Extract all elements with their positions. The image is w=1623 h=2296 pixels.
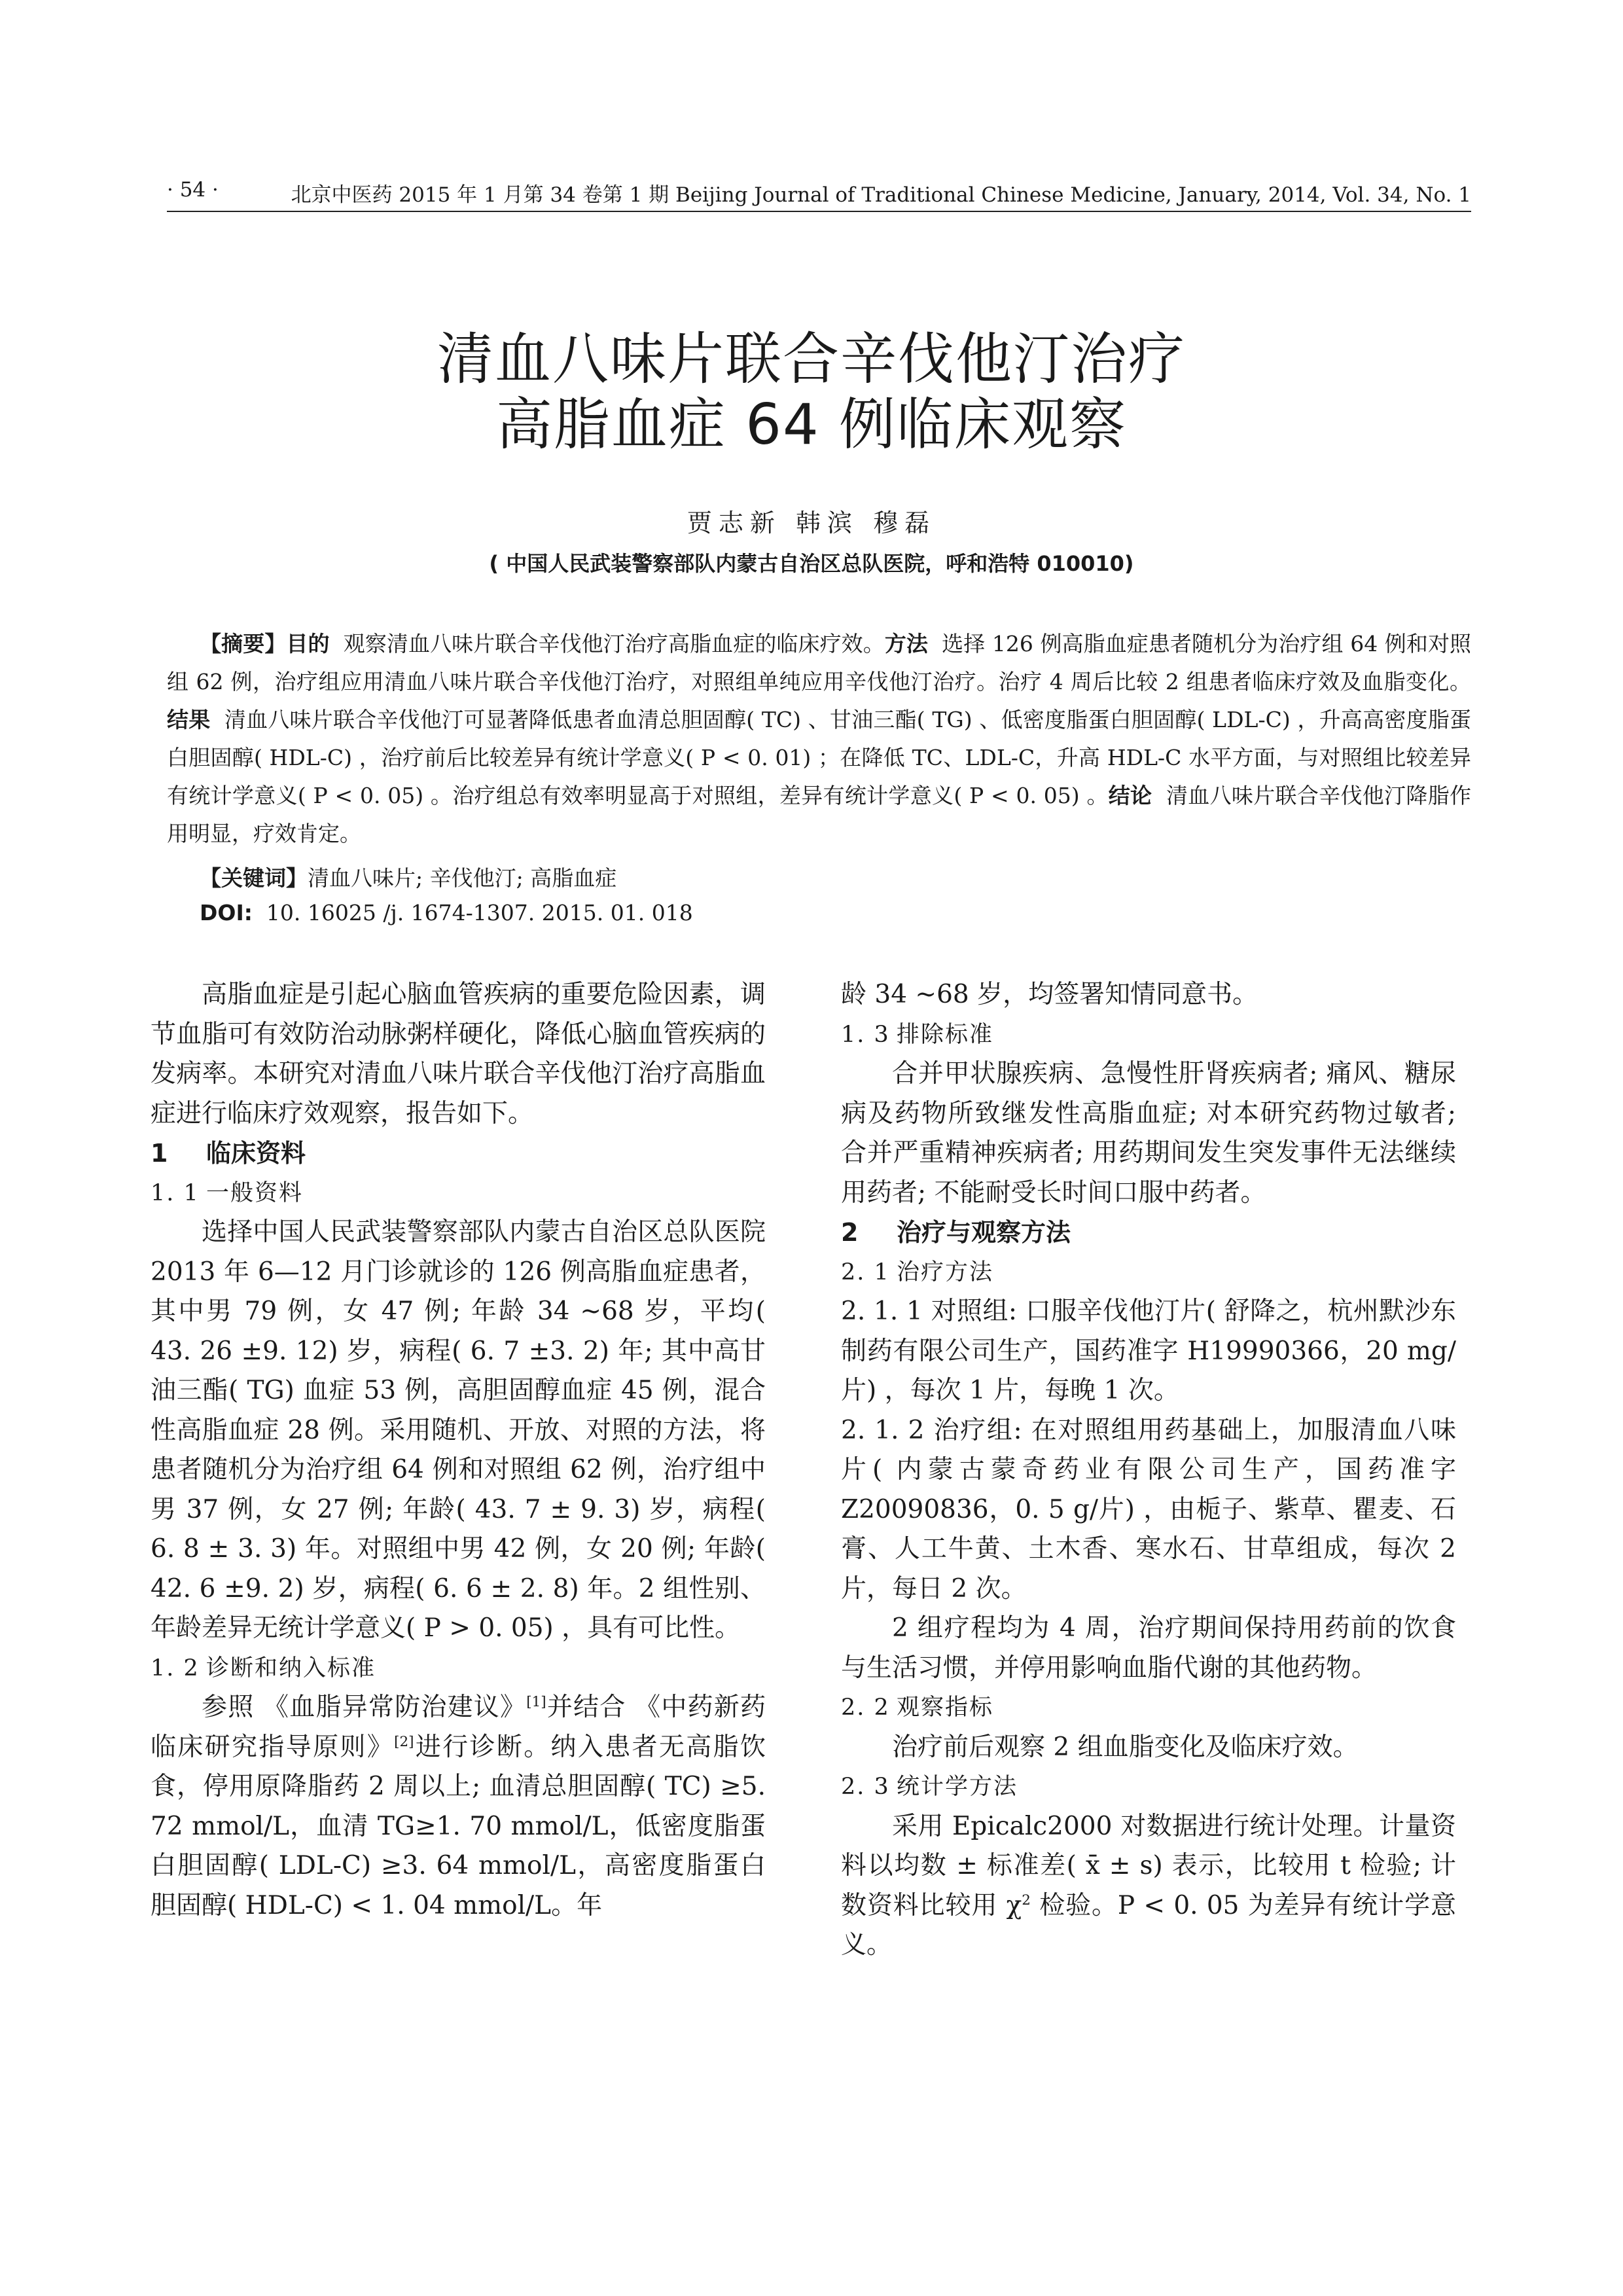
s12-text-c: 进行诊断。纳入患者无高脂饮食，停用原降脂药 2 周以上; 血清总胆固醇( TC) ≥5. 72 mmol/L，血清 TG≥1. 70 mmol/L，低密度脂蛋白胆固醇( LDL-C) ≥3. 64 mmol/L，高密度脂蛋白胆固醇( HDL-C) < 1. 04 mmol/L。年 — [151, 1732, 766, 1920]
section-1-1-title: 一般资料 — [206, 1179, 304, 1206]
section-2-1-2-paragraph: 2. 1. 2 治疗组: 在对照组用药基础上，加服清血八味片( 内蒙古蒙奇药业有限公司生产，国药准字 Z20090836，0. 5 g/片) ，由栀子、紫草、瞿麦、石膏、人工牛黄、土木香、寒水石、甘草组成，每次 2 片，每日 2 次。 — [841, 1415, 1456, 1604]
s12-text-a: 参照 《血脂异常防治建议》 — [202, 1693, 527, 1722]
title-line-1: 清血八味片联合辛伐他汀治疗 — [437, 327, 1186, 392]
reference-1: [1] — [526, 1694, 546, 1710]
section-2-1-1-paragraph: 2. 1. 1 对照组: 口服辛伐他汀片( 舒降之，杭州默沙东制药有限公司生产，国药准字 H19990366，20 mg/片) ，每次 1 片，每晚 1 次。 — [841, 1297, 1456, 1405]
objective-text: 观察清血八味片联合辛伐他汀治疗高脂血症的临床疗效。 — [343, 631, 885, 656]
section-2-3-number: 2. 3 — [841, 1774, 890, 1800]
section-2-1-paragraph: 2 组疗程均为 4 周，治疗期间保持用药前的饮食与生活习惯，并停用影响血脂代谢的其他药物。 — [841, 1613, 1456, 1683]
page-number: · 54 · — [167, 178, 219, 202]
authors: 贾志新 韩滨 穆磊 — [687, 509, 936, 537]
section-1-3-number: 1. 3 — [841, 1021, 890, 1048]
section-1-2-title: 诊断和纳入标准 — [206, 1655, 376, 1681]
right-column — [841, 975, 1456, 1965]
chi-square-superscript: 2 — [1022, 1892, 1031, 1909]
section-1-title: 临床资料 — [206, 1139, 306, 1168]
section-2-2-heading — [841, 1688, 1456, 1728]
keywords-label: 【关键词】 — [200, 865, 308, 891]
section-2-2-paragraph: 治疗前后观察 2 组血脂变化及临床疗效。 — [892, 1732, 1359, 1762]
section-1-1-paragraph: 选择中国人民武装警察部队内蒙古自治区总队医院 2013 年 6—12 月门诊就诊的 126 例高脂血症患者，其中男 79 例，女 47 例; 年龄 34 ~68 岁，平均( 43. 26 ±9. 12) 岁，病程( 6. 7 ±3. 2) 年; 其中高甘油三酯( TG) 血症 53 例，高胆固醇血症 45 例，混合性高脂血症 28 例。采用随机、开放、对照的方法，将患者随机分为治疗组 64 例和对照组 62 例，治疗组中男 37 例，女 27 例; 年龄( 43. 7 ± 9. 3) 岁，病程( 6. 8 ± 3. 3) 年。对照组中男 42 例，女 20 例; 年龄( 42. 6 ±9. 2) 岁，病程( 6. 6 ± 2. 8) 年。2 组性别、年龄差异无统计学意义( P > 0. 05) ，具有可比性。 — [151, 1217, 766, 1643]
section-2-2-title: 观察指标 — [897, 1695, 994, 1721]
keywords-text: 清血八味片; 辛伐他汀; 高脂血症 — [308, 865, 617, 891]
doi-label: DOI: — [200, 900, 253, 925]
section-2-heading — [841, 1213, 1456, 1253]
section-2-3-heading — [841, 1767, 1456, 1807]
affiliation: ( 中国人民武装警察部队内蒙古自治区总队医院，呼和浩特 010010) — [489, 551, 1134, 576]
results-label: 结果 — [167, 707, 211, 732]
doi-text: 10. 16025 /j. 1674-1307. 2015. 01. 018 — [266, 900, 693, 925]
section-2-2-number: 2. 2 — [841, 1695, 890, 1721]
objective-label: 目的 — [286, 631, 330, 656]
section-2-title: 治疗与观察方法 — [897, 1218, 1071, 1247]
left-column — [151, 975, 766, 1926]
section-2-number: 2 — [841, 1218, 859, 1247]
section-1-2-heading — [151, 1649, 766, 1689]
reference-2: [2] — [394, 1733, 414, 1750]
section-1-2-number: 1. 2 — [151, 1655, 200, 1681]
continued-text: 龄 34 ~68 岁，均签署知情同意书。 — [841, 980, 1258, 1009]
section-1-2-paragraph — [151, 1688, 766, 1926]
abstract — [167, 625, 1471, 853]
results-text: 清血八味片联合辛伐他汀可显著降低患者血清总胆固醇( TC) 、甘油三酯( TG) 、低密度脂蛋白胆固醇( LDL-C) ，升高高密度脂蛋白胆固醇( HDL-C) ，治疗前后比较差异有统计学意义( P < 0. 01) ；在降低 TC、LDL-C，升高 HDL-C 水平方面，与对照组比较差异有统计学意义( P < 0. 05) 。治疗组总有效率明显高于对照组，差异有统计学意义( P < 0. 05) 。 — [167, 707, 1472, 808]
conclusion-label: 结论 — [1108, 783, 1152, 808]
journal-header: 北京中医药 2015 年 1 月第 34 卷第 1 期 Beijing Journal of Traditional Chinese Medicine, January, 2014, Vol. 34, No. 1 — [291, 183, 1471, 207]
section-2-1-title: 治疗方法 — [897, 1259, 994, 1285]
header-rule — [167, 211, 1471, 212]
methods-text: 选择 126 例高脂血症患者随机分为治疗组 64 例和对照组 62 例，治疗组应用清血八味片联合辛伐他汀治疗，对照组单纯应用辛伐他汀治疗。治疗 4 周后比较 2 组患者临床疗效及血脂变化。 — [167, 631, 1472, 694]
section-2-1-heading — [841, 1253, 1456, 1293]
section-1-heading — [151, 1134, 766, 1174]
conclusion-text: 清血八味片联合辛伐他汀降脂作用明显，疗效肯定。 — [167, 783, 1472, 846]
section-1-1-number: 1. 1 — [151, 1179, 200, 1206]
s12-text-b: 并结合 《中药新药临床研究指导原则》 — [151, 1693, 766, 1762]
abstract-label: 【摘要】 — [200, 631, 287, 656]
section-2-3-paragraph — [841, 1807, 1456, 1965]
section-1-number: 1 — [151, 1139, 168, 1168]
intro-paragraph: 高脂血症是引起心脑血管疾病的重要危险因素，调节血脂可有效防治动脉粥样硬化，降低心脑血管疾病的发病率。本研究对清血八味片联合辛伐他汀治疗高脂血症进行临床疗效观察，报告如下。 — [151, 980, 766, 1128]
methods-label: 方法 — [884, 631, 929, 656]
keywords-line — [167, 861, 616, 892]
doi-line — [167, 900, 693, 925]
title-line-2: 高脂血症 64 例临床观察 — [495, 392, 1128, 457]
section-2-1-number: 2. 1 — [841, 1259, 890, 1285]
section-2-3-title: 统计学方法 — [897, 1774, 1018, 1800]
section-1-3-heading — [841, 1015, 1456, 1055]
section-1-1-heading — [151, 1174, 766, 1213]
s23-text-a: 采用 Epicalc2000 对数据进行统计处理。计量资料以均数 ± 标准差( x̄ ± s) 表示，比较用 t 检验; 计数资料比较用 χ — [841, 1811, 1456, 1920]
s23-text-b: 检验。P < 0. 05 为差异有统计学意义。 — [841, 1890, 1456, 1960]
section-1-3-title: 排除标准 — [897, 1021, 994, 1048]
section-1-3-paragraph: 合并甲状腺疾病、急慢性肝肾疾病者; 痛风、糖尿病及药物所致继发性高脂血症; 对本研究药物过敏者; 合并严重精神疾病者; 用药期间发生突发事件无法继续用药者; 不能耐受长时间口服中药者。 — [841, 1059, 1456, 1208]
